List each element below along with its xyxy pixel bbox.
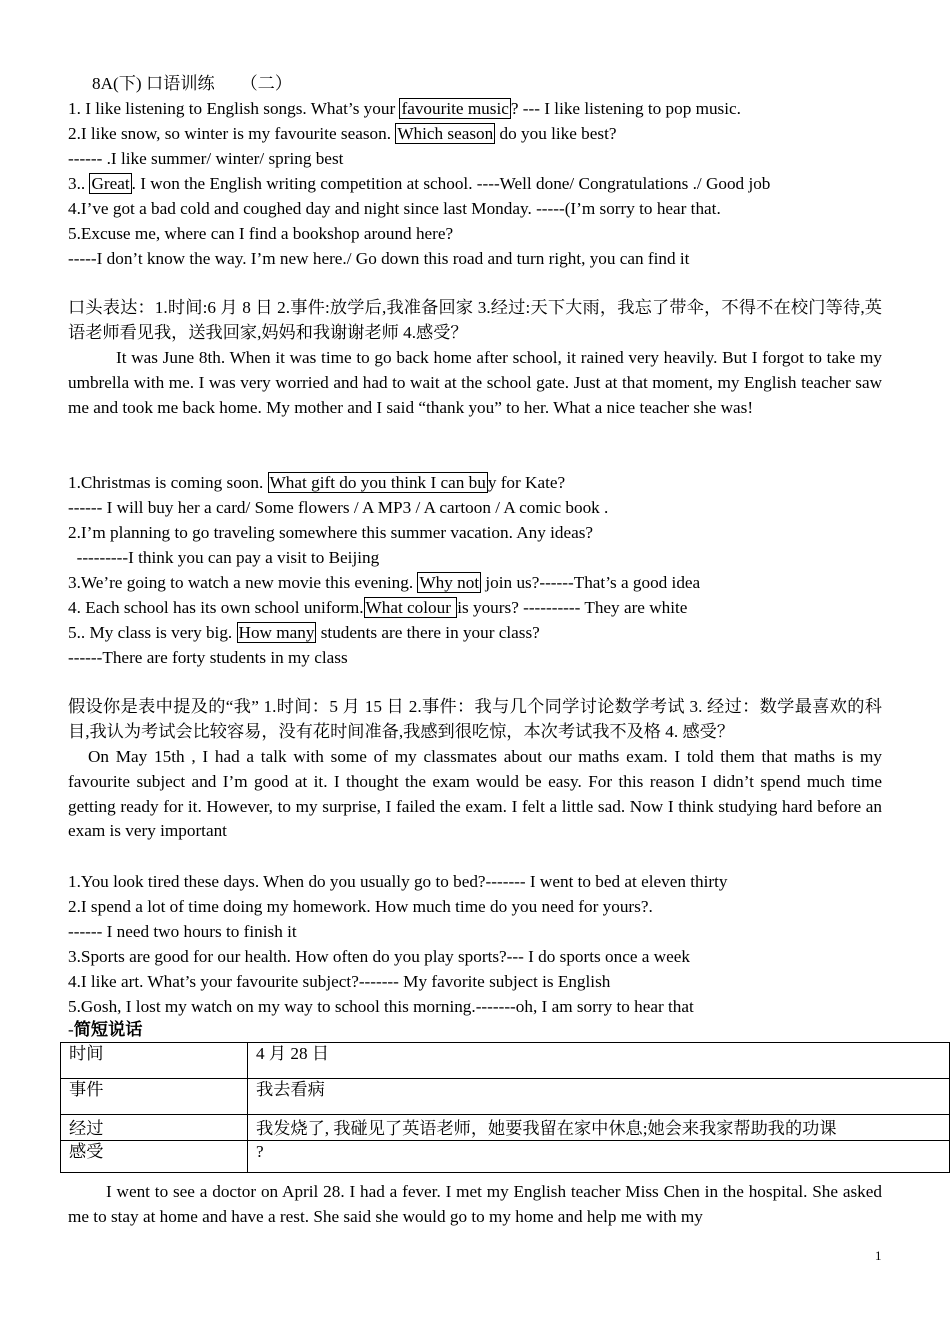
boxed-phrase: How many <box>238 623 315 642</box>
part2-answer-5: ------There are forty students in my class <box>68 648 348 667</box>
oral1-prompt: 口头表达：1.时间:6 月 8 日 2.事件:放学后,我准备回家 3.经过:天下大雨，我忘了带伞，不得不在校门等待,英语老师看见我，送我回家,妈妈和我谢谢老师 4.感受？ <box>68 298 882 342</box>
part1-question-3: 3.. Great . I won the English writing competition at school. ----Well done/ Congratulations ./ Good job <box>68 174 771 193</box>
part1-question-1: 1. I like listening to English songs. What’s your favourite music ? --- I like listening to pop music. <box>68 99 741 118</box>
row-value: 我去看病 <box>248 1079 950 1115</box>
part3-question-3: 3.Sports are good for our health. How often do you play sports?--- I do sports once a week <box>68 947 690 966</box>
short-talk-table <box>60 1042 950 1173</box>
page-number: 1 <box>875 1248 882 1263</box>
part3-answer-2: ------ I need two hours to finish it <box>68 922 297 941</box>
part2-answer-1: ------ I will buy her a card/ Some flowers / A MP3 / A cartoon / A comic book . <box>68 498 609 517</box>
oral2-prompt: 假设你是表中提及的“我” 1.时间：5 月 15 日 2.事件：我与几个同学讨论数学考试 3. 经过：数学最喜欢的科目,我认为考试会比较容易，没有花时间准备,我感到很吃惊，本次考试我不及格 4. 感受？ <box>68 697 882 741</box>
part2-question-5: 5.. My class is very big. How many students are there in your class? <box>68 623 540 642</box>
row-value: 我发烧了, 我碰见了英语老师，她要我留在家中休息;她会来我家帮助我的功课 <box>248 1115 950 1141</box>
boxed-phrase: What gift do you think I can bu <box>269 473 486 492</box>
short-talk-essay: I went to see a doctor on April 28. I had a fever. I met my English teacher Miss Chen in the hospital. She asked me to stay at home and have a rest. She said she would go to my home and help me with my <box>68 1182 882 1226</box>
part1-question-5: 5.Excuse me, where can I find a bookshop around here? <box>68 224 454 243</box>
short-talk-heading: -简短说话 <box>68 1020 143 1039</box>
boxed-phrase: What colour <box>365 598 456 617</box>
row-value: 4 月 28 日 <box>248 1043 950 1079</box>
part2-question-2: 2.I’m planning to go traveling somewhere this summer vacation. Any ideas? <box>68 523 594 542</box>
boxed-phrase: Great <box>91 174 130 193</box>
part2-question-4: 4. Each school has its own school uniform. What colour is yours? ---------- They are white <box>68 598 688 617</box>
part1-answer-2: ------ .I like summer/ winter/ spring best <box>68 149 344 168</box>
part2-answer-2: ---------I think you can pay a visit to Beijing <box>68 548 380 567</box>
table-row <box>61 1115 950 1141</box>
row-value: ? <box>248 1141 950 1173</box>
part2-question-1: 1.Christmas is coming soon. What gift do you think I can bu y for Kate? <box>68 473 566 492</box>
part3-question-2: 2.I spend a lot of time doing my homework. How much time do you need for yours?. <box>68 897 653 916</box>
part3-question-5: 5.Gosh, I lost my watch on my way to school this morning.-------oh, I am sorry to hear that <box>68 997 694 1016</box>
part3-question-4: 4.I like art. What’s your favourite subject?------- My favorite subject is English <box>68 972 611 991</box>
oral2-essay: On May 15th , I had a talk with some of my classmates about our maths exam. I told them that maths is my favourite subject and I’m good at it. I thought the exam would be easy. For this reason I didn’t spend much time getting ready for it. However, to my surprise, I failed the exam. I felt a little sad. Now I think studying hard before an exam is very important <box>68 747 882 841</box>
page-title: 8A(下) 口语训练 （二） <box>92 74 293 93</box>
part2-question-3: 3.We’re going to watch a new movie this evening. Why not join us?------That’s a good idea <box>68 573 701 592</box>
part1-answer-5: -----I don’t know the way. I’m new here./ Go down this road and turn right, you can find it <box>68 249 690 268</box>
row-label: 经过 <box>61 1115 248 1141</box>
table-row <box>61 1079 950 1115</box>
oral1-essay: It was June 8th. When it was time to go back home after school, it rained very heavily. But I forgot to take my umbrella with me. I was very worried and had to wait at the school gate. Just at that moment, my English teacher saw me and took me back home. My mother and I said “thank you” to her. What a nice teacher she was! <box>68 348 882 417</box>
boxed-phrase: favourite music <box>401 99 509 118</box>
boxed-phrase: Why not <box>419 573 480 592</box>
row-label: 事件 <box>61 1079 248 1115</box>
table-row <box>61 1043 950 1079</box>
row-label: 感受 <box>61 1141 248 1173</box>
boxed-phrase: Which season <box>397 124 494 143</box>
part3-question-1: 1.You look tired these days. When do you usually go to bed?------- I went to bed at eleven thirty <box>68 872 728 891</box>
table-row <box>61 1141 950 1173</box>
part1-question-2: 2.I like snow, so winter is my favourite season. Which season do you like best? <box>68 124 617 143</box>
part1-question-4: 4.I’ve got a bad cold and coughed day and night since last Monday. -----(I’m sorry to hear that. <box>68 199 721 218</box>
row-label: 时间 <box>61 1043 248 1079</box>
